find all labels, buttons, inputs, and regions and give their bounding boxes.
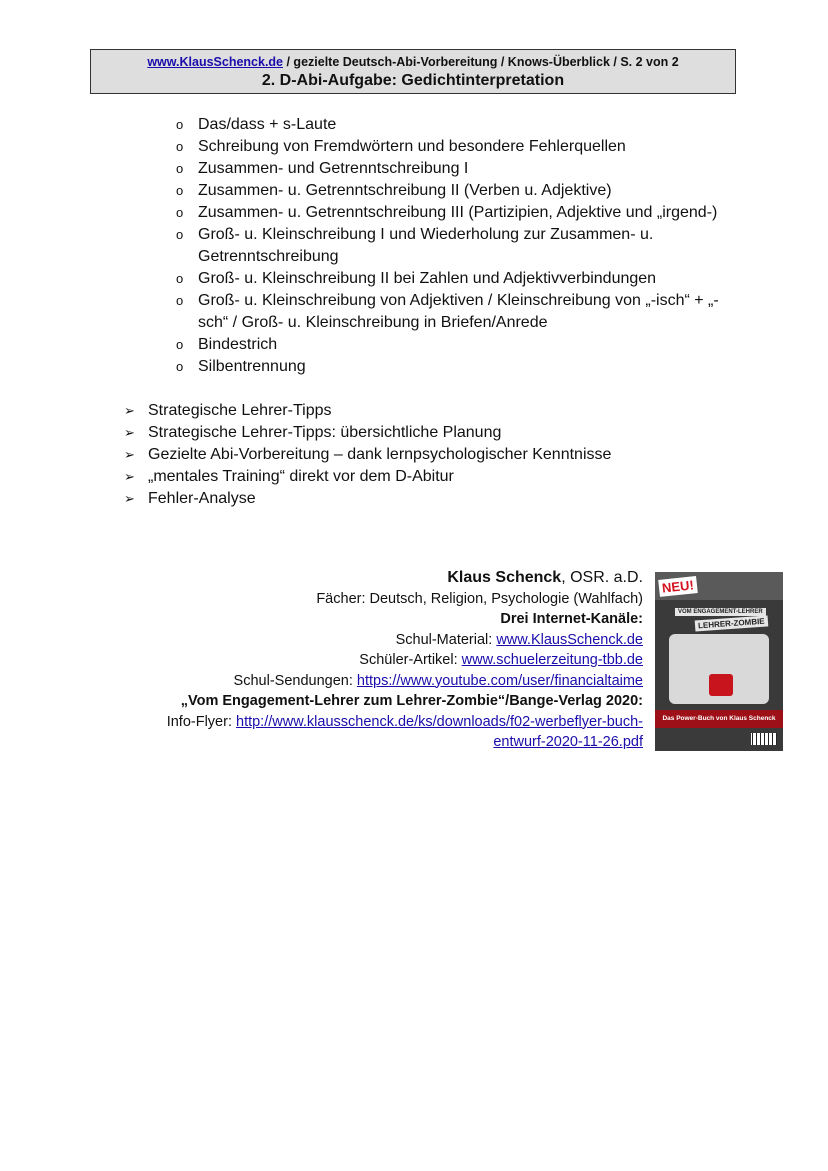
circle-bullet-icon: o [176,117,184,132]
cover-illustration [669,634,769,704]
list-item-text: Das/dass + s-Laute [198,116,337,133]
flyer-line-continued [120,732,643,753]
flyer-label: Info-Flyer: [166,713,236,730]
list-item [176,224,736,268]
new-badge: NEU! [658,576,697,597]
list-item [176,114,736,136]
list-item [176,356,736,378]
author-name: Klaus Schenck [447,569,562,586]
circle-bullet-icon: o [176,359,184,374]
list-item-text: Schreibung von Fremdwörtern und besondere Fehlerquellen [198,138,626,155]
articles-label: Schüler-Artikel: [359,652,462,668]
circle-bullet-icon: o [176,293,184,308]
circle-bullet-icon: o [176,205,184,220]
cover-banner [655,710,783,728]
list-item-text: Gezielte Abi-Vorbereitung – dank lernpsychologischer Kenntnisse [148,446,612,463]
book-cover-image [655,572,783,751]
list-item-text: Bindestrich [198,336,278,353]
page-title: 2. D-Abi-Aufgabe: Gedichtinterpretation [261,72,565,89]
flyer-link-continued[interactable]: entwurf-2020-11-26.pdf [493,734,643,750]
material-link[interactable]: www.KlausSchenck.de [496,631,643,648]
list-item-text: Strategische Lehrer-Tipps [148,402,332,419]
flyer-link[interactable]: http://www.klausschenck.de/ks/downloads/f02-werbeflyer-buch- [236,713,643,730]
sub-topic-list [176,114,736,378]
coffee-cup-icon [709,674,733,696]
barcode-icon [751,733,777,745]
cover-banner-text: Das Power-Buch von Klaus Schenck [662,715,776,722]
circle-bullet-icon: o [176,271,184,286]
list-item [176,180,736,202]
author-subjects: Fächer: Deutsch, Religion, Psychologie (Wahlfach) [316,590,643,607]
list-item-text: „mentales Training“ direkt vor dem D-Abitur [148,468,454,485]
header-breadcrumb [91,54,735,70]
list-item-text: Zusammen- u. Getrenntschreibung II (Verben u. Adjektive) [198,182,612,199]
list-item-text: Strategische Lehrer-Tipps: übersichtliche Planung [148,424,502,441]
list-item [124,400,724,422]
cover-title-text: LEHRER-ZOMBIE [695,615,768,631]
list-item [124,444,724,466]
list-item [176,136,736,158]
book-title-line: „Vom Engagement-Lehrer zum Lehrer-Zombie“/Bange-Verlag 2020: [180,693,643,709]
list-item [124,488,724,510]
list-item-text: Zusammen- u. Getrenntschreibung III (Partizipien, Adjektive und „irgend-) [198,204,718,221]
list-item [176,268,736,290]
circle-bullet-icon: o [176,183,184,198]
author-title: , OSR. a.D. [561,569,643,586]
material-line [120,630,643,651]
list-item-text: Fehler-Analyse [148,490,256,507]
arrow-bullet-icon: ➢ [124,491,135,506]
list-item-text: Silbentrennung [198,358,306,375]
cover-top-text: VOM ENGAGEMENT-LEHRER [675,608,766,616]
page-header [90,49,736,94]
breadcrumb-text: / gezielte Deutsch-Abi-Vorbereitung / Knows-Überblick / S. 2 von 2 [283,55,679,69]
list-item-text: Groß- u. Kleinschreibung von Adjektiven / Kleinschreibung von „-isch“ + „-sch“ / Groß- u. Kleinschreibung in Briefen/Anrede [198,292,719,331]
list-item-text: Zusammen- und Getrenntschreibung I [198,160,469,177]
author-block [120,568,643,753]
list-item [176,334,736,356]
circle-bullet-icon: o [176,227,184,242]
channels-heading: Drei Internet-Kanäle: [500,611,643,627]
arrow-bullet-icon: ➢ [124,425,135,440]
arrow-bullet-icon: ➢ [124,447,135,462]
list-item [176,290,736,334]
broadcasts-label: Schul-Sendungen: [233,672,357,689]
list-item [176,158,736,180]
list-item [124,422,724,444]
flyer-line [120,712,643,733]
youtube-link[interactable]: https://www.youtube.com/user/financialtaime [356,672,643,689]
material-label: Schul-Material: [395,631,497,648]
circle-bullet-icon: o [176,337,184,352]
list-item-text: Groß- u. Kleinschreibung II bei Zahlen und Adjektivverbindungen [198,270,657,287]
circle-bullet-icon: o [176,161,184,176]
articles-link[interactable]: www.schuelerzeitung-tbb.de [461,652,643,668]
arrow-bullet-icon: ➢ [124,403,135,418]
list-item [124,466,724,488]
circle-bullet-icon: o [176,139,184,154]
list-item [176,202,736,224]
main-topic-list [124,400,724,510]
articles-line [120,650,643,671]
author-name-line [120,568,643,589]
site-link[interactable]: www.KlausSchenck.de [147,55,284,69]
broadcasts-line [120,671,643,692]
list-item-text: Groß- u. Kleinschreibung I und Wiederholung zur Zusammen- u. Getrenntschreibung [198,226,654,265]
arrow-bullet-icon: ➢ [124,469,135,484]
